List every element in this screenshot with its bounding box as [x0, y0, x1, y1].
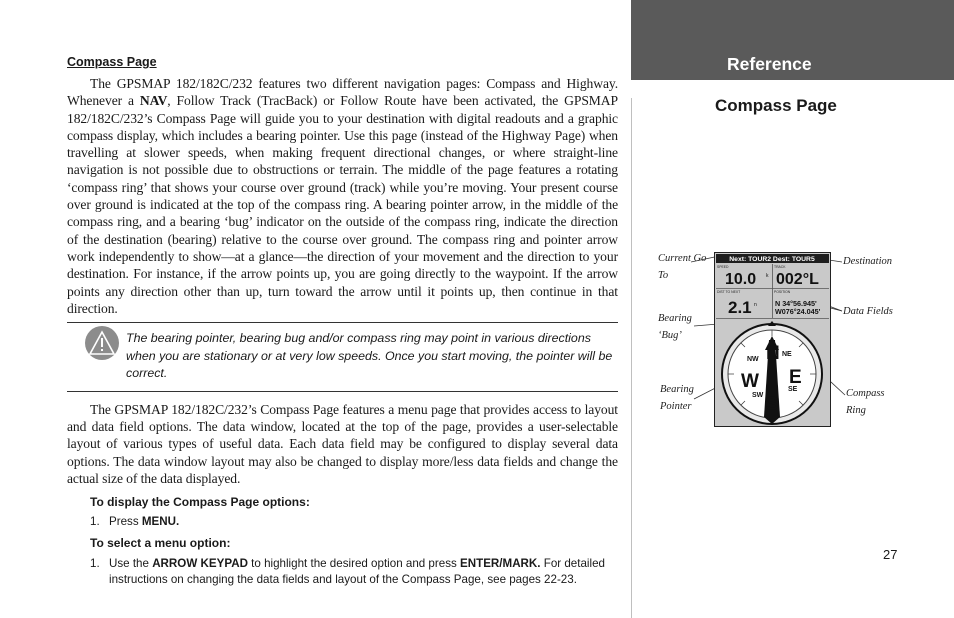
- step-text: For detailed instructions on changing the data fields and layout of the Compass Page, see pages 22-23.: [109, 556, 605, 587]
- latitude-value: N 34°56.945': [775, 299, 817, 308]
- dist-value: 2.1: [728, 298, 752, 317]
- compass-w-label: W: [741, 371, 759, 392]
- speed-value: 10.0: [725, 271, 757, 288]
- compass-nw-label: NW: [747, 356, 759, 363]
- callout-destination: Destination: [843, 256, 892, 267]
- track-value: 002°L: [776, 271, 819, 288]
- intro-text-rest: , Follow Track (TracBack) or Follow Route have been activated, the GPSMAP 182/182C/232’s Compass Page will guide you to your destination with digital readouts and a graphic compass display, which includes a bearing pointer. Use this page (instead of the Highway Page) when travelling at slower speeds, when making frequent directional changes, or where straight-line navigation is not possible due to obstructions or terrain. The middle of the page features a rotating ‘compass ring’ that shows your course over ground (track) while you’re moving. Your present course over ground is indicated at the top of the compass ring. A bearing pointer arrow, in the middle of the compass ring, and a bearing ‘bug’ indicator on the outside of the compass ring, indicate the direction of the destination (bearing) relative to the course over ground. The compass ring and pointer arrow work independently to show—at a glance—the direction of your movement and the direction to your destination. For instance, if the arrow points up, you are going directly to the waypoint. If the arrow points any direction other than up, turn toward the arrow until it points up, then continue in that direction.: [67, 93, 618, 316]
- nav-key-text: NAV: [139, 93, 168, 109]
- enter-mark-key-text: ENTER/MARK.: [460, 556, 541, 570]
- subheading-display-options: To display the Compass Page options:: [90, 495, 310, 510]
- intro-text-start: The GPSMAP 182/182C/232 features two different navigation pages: Compass and Highway. Whenever a: [67, 76, 618, 109]
- subheading-select-option: To select a menu option:: [90, 535, 231, 550]
- menu-paragraph: The GPSMAP 182/182C/232’s Compass Page features a menu page that provides access to layout and data field options. The data window, located at the top of the page, provides a user-selectable layout of various types of useful data. Each data field may be configured to display several data options. The data window layout may also be changed to display more/less data fields and change the actual size of the data displayed.: [67, 401, 618, 486]
- dist-unit: n: [754, 302, 757, 308]
- compass-se-label: SE: [788, 386, 798, 393]
- callout-compass-ring: Compass Ring: [846, 388, 885, 416]
- callout-bearing-pointer: Bearing Pointer: [660, 384, 694, 412]
- nav-line: Next: TOUR2 Dest: TOUR5: [729, 256, 815, 263]
- compass-n-label: N: [766, 343, 780, 364]
- compass-s-label: S: [766, 394, 779, 415]
- step-number: 1.: [90, 515, 100, 529]
- note-text: The bearing pointer, bearing bug and/or compass ring may point in various directions when you are stationary or at very low speeds. Once you start moving, the pointer will be correct.: [126, 331, 613, 381]
- page-number: 27: [883, 547, 898, 562]
- arrow-keypad-key-text: ARROW KEYPAD: [152, 556, 248, 570]
- gps-screen-figure: [714, 252, 831, 427]
- callout-data-fields: Data Fields: [843, 306, 893, 317]
- page-title: Compass Page: [715, 96, 837, 115]
- compass-e-label: E: [789, 367, 802, 388]
- speed-label: SPEED: [717, 265, 729, 269]
- step-text: Press: [109, 515, 142, 529]
- menu-key-text: MENU.: [141, 515, 180, 529]
- track-label: TRACK: [774, 265, 786, 269]
- longitude-value: W076°24.045': [775, 307, 821, 316]
- compass-ne-label: NE: [782, 351, 792, 358]
- callout-current-go-to: Current Go To: [658, 253, 707, 281]
- compass-sw-label: SW: [752, 392, 764, 399]
- callout-bearing-bug: Bearing ‘Bug’: [658, 313, 692, 341]
- position-label: POSITION: [774, 290, 791, 294]
- step-text: Use the: [109, 556, 153, 570]
- step-text: to highlight the desired option and press: [247, 556, 461, 570]
- section-heading: Compass Page: [67, 55, 157, 69]
- step-number: 1.: [90, 556, 100, 570]
- speed-unit: k: [766, 273, 769, 279]
- section-tab-title: Reference: [727, 54, 812, 74]
- dist-label: DIST TO NEXT: [717, 290, 741, 294]
